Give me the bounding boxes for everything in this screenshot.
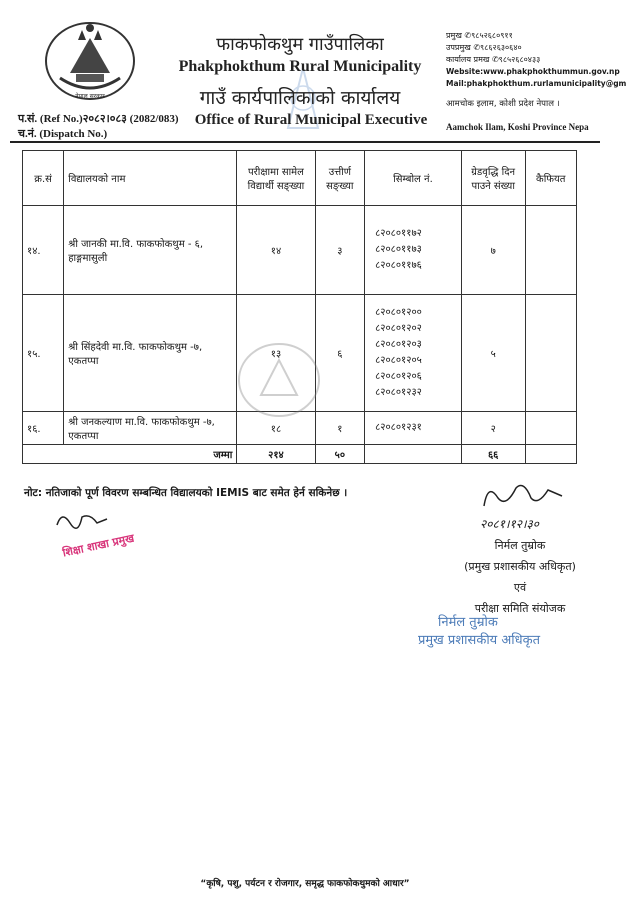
- office-name-en: Office of Rural Municipal Executive: [194, 112, 428, 128]
- row-school: श्री सिंहदेवी मा.वि. फाकफोकथुम -७, एकतप्पा: [64, 295, 237, 412]
- reference-number: प.सं. (Ref No.)२०८२।०८३ (2082/083): [18, 113, 179, 125]
- address-en: Aamchok Ilam, Koshi Province Nepa: [446, 122, 589, 132]
- total-remarks-empty: [525, 445, 576, 464]
- row-sn: १४.: [23, 206, 64, 295]
- total-grade-up: ६६: [461, 445, 525, 464]
- total-row: [23, 445, 577, 464]
- col-school: विद्यालयको नाम: [64, 151, 237, 206]
- symbol-number: ८२०८०११७६: [375, 260, 422, 271]
- header-divider: [10, 141, 600, 143]
- symbol-number: ८२०८०१२०३: [375, 339, 422, 350]
- col-symbol: सिम्बोल नं.: [365, 151, 462, 206]
- row-grade-up: ७: [461, 206, 525, 295]
- officer-name: निर्मल तुम्रोक: [494, 539, 546, 552]
- contact-deputy: उपप्रमुख ✆९८६२६३०६४०: [446, 43, 522, 52]
- symbol-number: ८२०८०११७२: [375, 228, 422, 239]
- row-sn: १५.: [23, 295, 64, 412]
- officer-block: [455, 535, 585, 619]
- row-passed: १: [315, 412, 364, 445]
- row-appeared: १३: [237, 295, 315, 412]
- col-appeared: परीक्षामा सामेल विद्यार्थी सङ्ख्या: [237, 151, 315, 206]
- municipality-name-np: फाकफोकथुम गाउँपालिका: [216, 34, 384, 55]
- row-passed: ३: [315, 206, 364, 295]
- emblem-ribbon-text: नेपाल सरकार: [75, 93, 105, 100]
- contact-block: [446, 30, 626, 90]
- row-passed: ६: [315, 295, 364, 412]
- dispatch-number: च.नं. (Dispatch No.): [18, 128, 108, 140]
- row-appeared: १४: [237, 206, 315, 295]
- row-appeared: १८: [237, 412, 315, 445]
- signature-right: [476, 478, 566, 512]
- contact-chief: प्रमुख ✆९८५२६८०९११: [446, 31, 513, 40]
- watermark-seal: [236, 340, 322, 420]
- officer-stamp-name: निर्मल तुम्रोक: [438, 615, 498, 630]
- col-grade-up: ग्रेडवृद्धि दिन पाउने संख्या: [461, 151, 525, 206]
- row-symbols: [365, 206, 462, 295]
- col-passed: उत्तीर्ण सङ्ख्या: [315, 151, 364, 206]
- row-remarks: [525, 412, 576, 445]
- address-np: आमचोक इलाम, कोशी प्रदेश नेपाल ।: [446, 99, 560, 109]
- officer-and: एवं: [513, 581, 527, 594]
- municipality-name-en: Phakphokthum Rural Municipality: [178, 58, 422, 75]
- row-school: श्री जानकी मा.वि. फाकफोकथुम - ६, हाङ्गमासुली: [64, 206, 237, 295]
- symbol-number: ८२०८०१२०६: [375, 371, 422, 382]
- symbol-number: ८२०८०१२०२: [375, 323, 422, 334]
- contact-office: कार्यालय प्रमख ✆९८५२६८०४३३: [446, 55, 541, 64]
- row-sn: १६.: [23, 412, 64, 445]
- officer-title: (प्रमुख प्रशासकीय अधिकृत): [464, 560, 576, 573]
- table-row: [23, 206, 577, 295]
- officer-stamp: [418, 614, 540, 650]
- municipality-motto: “कृषि, पशु, पर्यटन र रोजगार, समृद्ध फाकफोकथुमको आधार”: [200, 879, 410, 889]
- mail-text: Mail:phakphokthum.rurlamunicipality@gm: [446, 79, 626, 88]
- total-passed: ५०: [315, 445, 364, 464]
- row-remarks: [525, 295, 576, 412]
- results-note: नोट: नतिजाको पूर्ण विवरण सम्बन्धित विद्यालयको IEMIS बाट समेत हेर्न सकिनेछ ।: [24, 487, 348, 499]
- row-remarks: [525, 206, 576, 295]
- table-header-row: [23, 151, 577, 206]
- symbol-number: ८२०८०१२३२: [375, 387, 422, 398]
- col-sn: क्र.सं: [23, 151, 64, 206]
- office-name-np: गाउँ कार्यपालिकाको कार्यालय: [199, 87, 401, 109]
- col-remarks: कैफियत: [525, 151, 576, 206]
- symbol-number: ८२०८०११७३: [375, 244, 422, 255]
- symbol-number: ८२०८०१२३१: [375, 422, 422, 433]
- website-text: Website:www.phakphokthummun.gov.np: [446, 67, 620, 76]
- symbol-number: ८२०८०१२०५: [375, 355, 422, 366]
- education-head-stamp: शिक्षा शाखा प्रमुख: [61, 531, 136, 560]
- officer-stamp-title: प्रमुख प्रशासकीय अधिकृत: [418, 633, 541, 648]
- total-label: जम्मा: [23, 445, 237, 464]
- signature-date: २०८१।१२।३०: [480, 517, 540, 531]
- row-symbols: [365, 295, 462, 412]
- row-grade-up: ५: [461, 295, 525, 412]
- symbol-number: ८२०८०१२००: [375, 307, 422, 318]
- nepal-government-emblem: [40, 18, 140, 104]
- row-school: श्री जनकल्याण मा.वि. फाकफोकथुम -७, एकतप्पा: [64, 412, 237, 445]
- signature-left: [52, 505, 112, 535]
- row-symbols: [365, 412, 462, 445]
- officer-role: परीक्षा समिति संयोजक: [474, 602, 566, 615]
- row-grade-up: २: [461, 412, 525, 445]
- total-appeared: २१४: [237, 445, 315, 464]
- total-symbol-empty: [365, 445, 462, 464]
